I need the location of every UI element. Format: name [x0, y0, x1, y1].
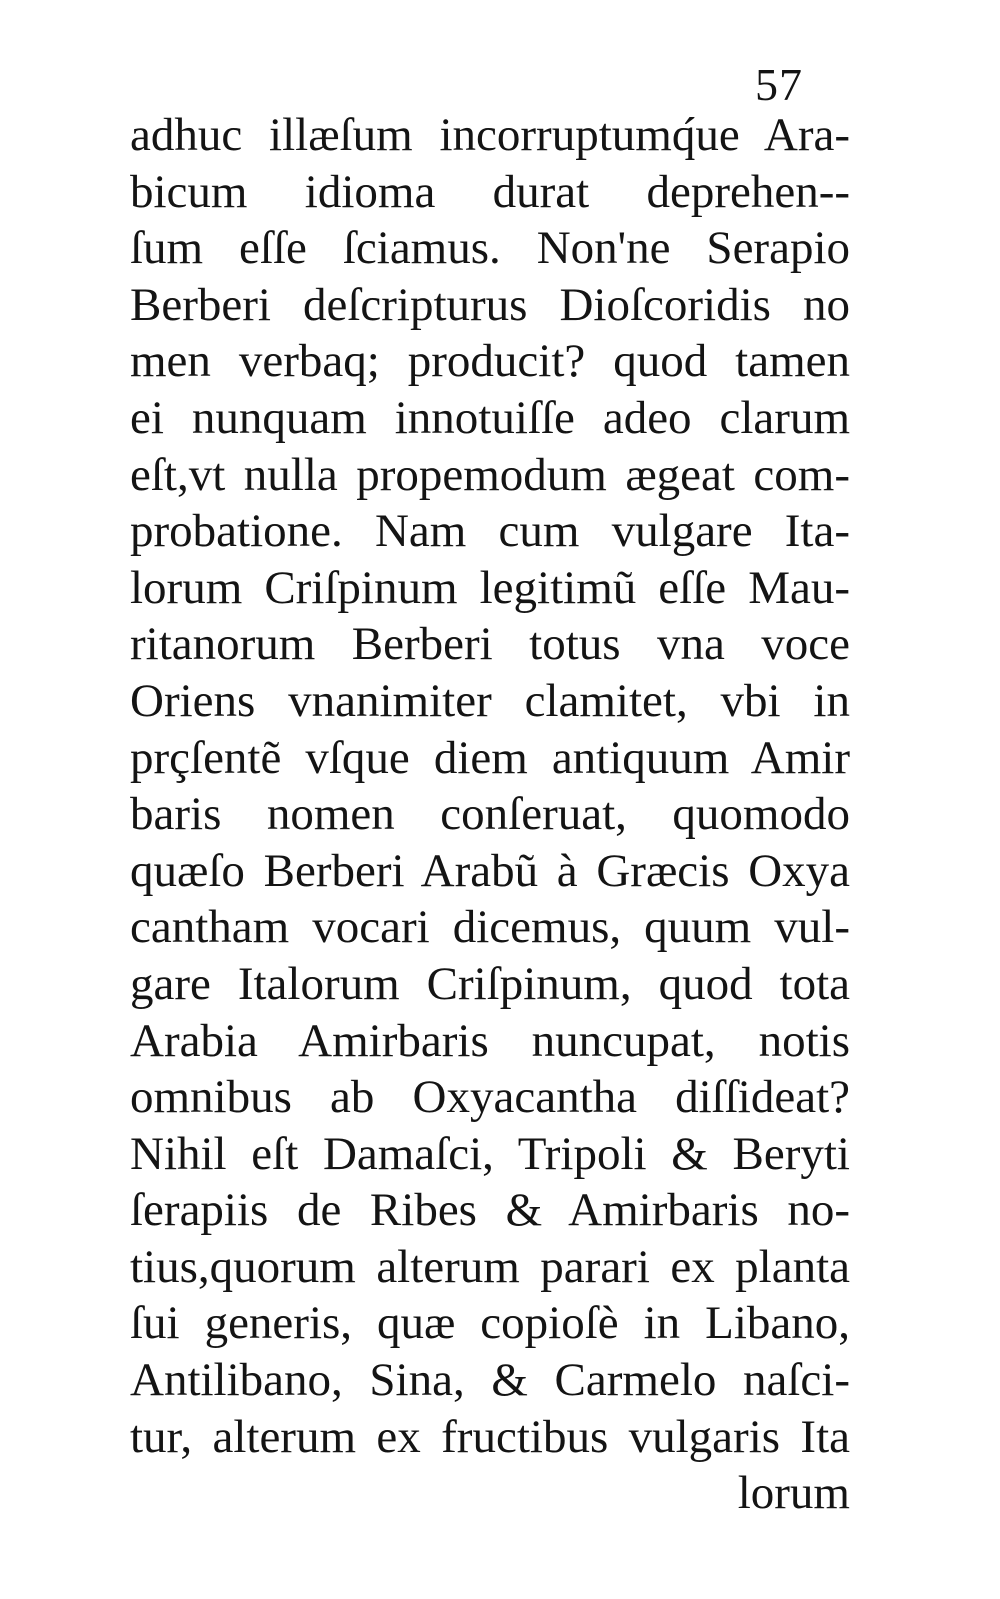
catchword: lorum — [737, 1467, 850, 1520]
text-line: ſui generis, quæ copioſè in Libano, — [130, 1297, 850, 1350]
text-line: cantham vocari dicemus, quum vul- — [130, 901, 850, 954]
text-line: gare Italorum Criſpinum, quod tota — [130, 957, 850, 1010]
text-line: bicum idioma durat deprehen-- — [130, 165, 850, 218]
text-line: Oriens vnanimiter clamitet, vbi in — [130, 674, 850, 727]
text-line: Berberi deſcripturus Dioſcoridis no — [130, 278, 850, 331]
text-line: Antilibano, Sina, & Carmelo naſci- — [130, 1354, 850, 1407]
text-line: probatione. Nam cum vulgare Ita- — [130, 505, 850, 558]
text-line: Arabia Amirbaris nuncupat, notis — [130, 1014, 850, 1067]
text-line: eſt,vt nulla propemodum ægeat com- — [130, 448, 850, 501]
text-line: tur, alterum ex fructibus vulgaris Ita — [130, 1410, 850, 1463]
text-line: lorum Criſpinum legitimũ eſſe Mau- — [130, 561, 850, 614]
text-line: baris nomen conſeruat, quomodo — [130, 788, 850, 841]
page-number: 57 — [755, 59, 803, 110]
text-line: tius,quorum alterum parari ex planta — [130, 1240, 850, 1293]
text-line: omnibus ab Oxyacantha diſſideat? — [130, 1071, 850, 1124]
text-line: Nihil eſt Damaſci, Tripoli & Beryti — [130, 1127, 850, 1180]
text-line: adhuc illæſum incorruptumq́ue Ara- — [130, 109, 850, 161]
text-line: ſum eſſe ſciamus. Non'ne Serapio — [130, 222, 850, 275]
text-line: ritanorum Berberi totus vna voce — [130, 618, 850, 671]
text-line: ſerapiis de Ribes & Amirbaris no- — [130, 1184, 850, 1237]
text-line: quæſo Berberi Arabũ à Græcis Oxya — [130, 844, 850, 897]
body-text — [130, 107, 850, 1522]
text-line: men verbaq; producit? quod tamen — [130, 335, 850, 388]
text-line: prçſentẽ vſque diem antiquum Amir — [130, 731, 850, 784]
text-line: ei nunquam innotuiſſe adeo clarum — [130, 391, 850, 444]
